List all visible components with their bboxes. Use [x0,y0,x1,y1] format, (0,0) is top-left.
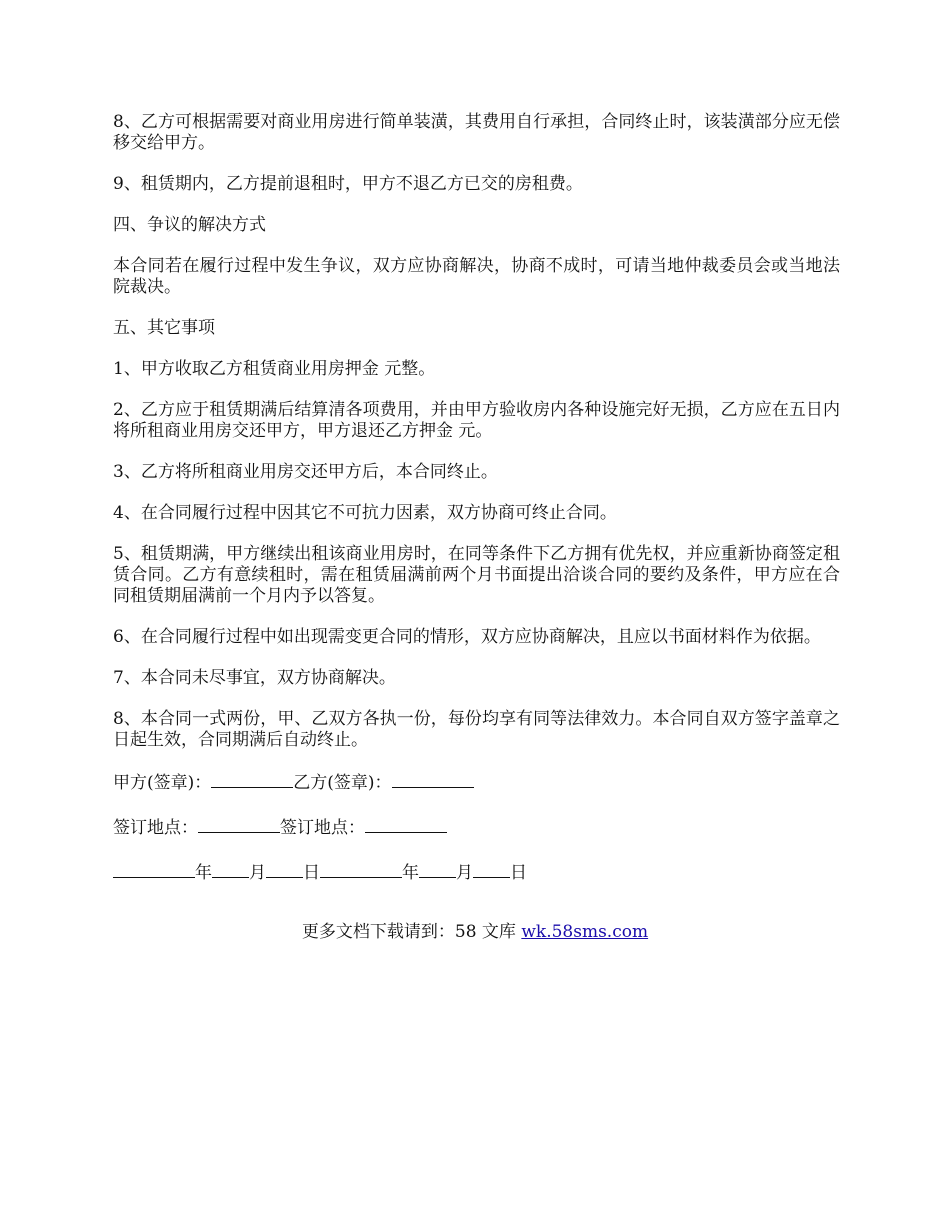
footer-text: 更多文档下载请到：58 文库 [301,922,522,942]
year-a-blank[interactable] [113,861,195,878]
year-b-label: 年 [402,863,419,883]
download-footer [0,922,950,943]
date-line [113,861,840,884]
section-heading-other: 五、其它事项 [113,318,215,338]
day-a-blank[interactable] [266,861,303,878]
other-clause-5: 5、租赁期满，甲方继续出租该商业用房时，在同等条件下乙方拥有优先权，并应重新协商签定租赁合同。乙方有意续租时，需在租赁届满前两个月书面提出洽谈合同的要约及条件，甲方应在合同租赁期届满前一个月内予以答复。 [113,544,840,606]
other-clause-6: 6、在合同履行过程中如出现需变更合同的情形，双方应协商解决，且应以书面材料作为依据。 [113,627,821,647]
month-b-label: 月 [456,863,473,883]
place-b-label: 签订地点： [280,818,365,838]
clause-9-early-termination: 9、租赁期内，乙方提前退租时，甲方不退乙方已交的房租费。 [113,174,583,194]
document-body [113,112,840,906]
other-clause-4: 4、在合同履行过程中因其它不可抗力因素，双方协商可终止合同。 [113,503,617,523]
party-b-blank[interactable] [392,771,474,788]
dispute-resolution-text: 本合同若在履行过程中发生争议，双方应协商解决，协商不成时，可请当地仲裁委员会或当地法院裁决。 [113,256,840,297]
day-b-label: 日 [510,863,527,883]
signature-line [113,771,840,794]
section-heading-dispute: 四、争议的解决方式 [113,215,266,235]
other-clause-3: 3、乙方将所租商业用房交还甲方后，本合同终止。 [113,462,498,482]
month-b-blank[interactable] [419,861,456,878]
other-clause-1: 1、甲方收取乙方租赁商业用房押金 元整。 [113,359,436,379]
other-clause-8: 8、本合同一式两份，甲、乙双方各执一份，每份均享有同等法律效力。本合同自双方签字盖章之日起生效，合同期满后自动终止。 [113,709,840,750]
month-a-label: 月 [249,863,266,883]
clause-8-decoration: 8、乙方可根据需要对商业用房进行简单装潢，其费用自行承担，合同终止时，该装潢部分应无偿移交给甲方。 [113,112,840,153]
day-b-blank[interactable] [473,861,510,878]
year-b-blank[interactable] [320,861,402,878]
month-a-blank[interactable] [212,861,249,878]
day-a-label: 日 [303,863,320,883]
footer-link[interactable]: wk.58sms.com [521,922,649,942]
other-clause-7: 7、本合同未尽事宜，双方协商解决。 [113,668,396,688]
place-a-label: 签订地点： [113,818,198,838]
party-b-label: 乙方(签章)： [293,773,392,793]
party-a-blank[interactable] [211,771,293,788]
signing-place-line [113,816,840,839]
party-a-label: 甲方(签章)： [113,773,212,793]
year-a-label: 年 [195,863,212,883]
place-a-blank[interactable] [198,816,280,833]
other-clause-2: 2、乙方应于租赁期满后结算清各项费用，并由甲方验收房内各种设施完好无损，乙方应在五日内将所租商业用房交还甲方，甲方退还乙方押金 元。 [113,400,840,441]
place-b-blank[interactable] [365,816,447,833]
